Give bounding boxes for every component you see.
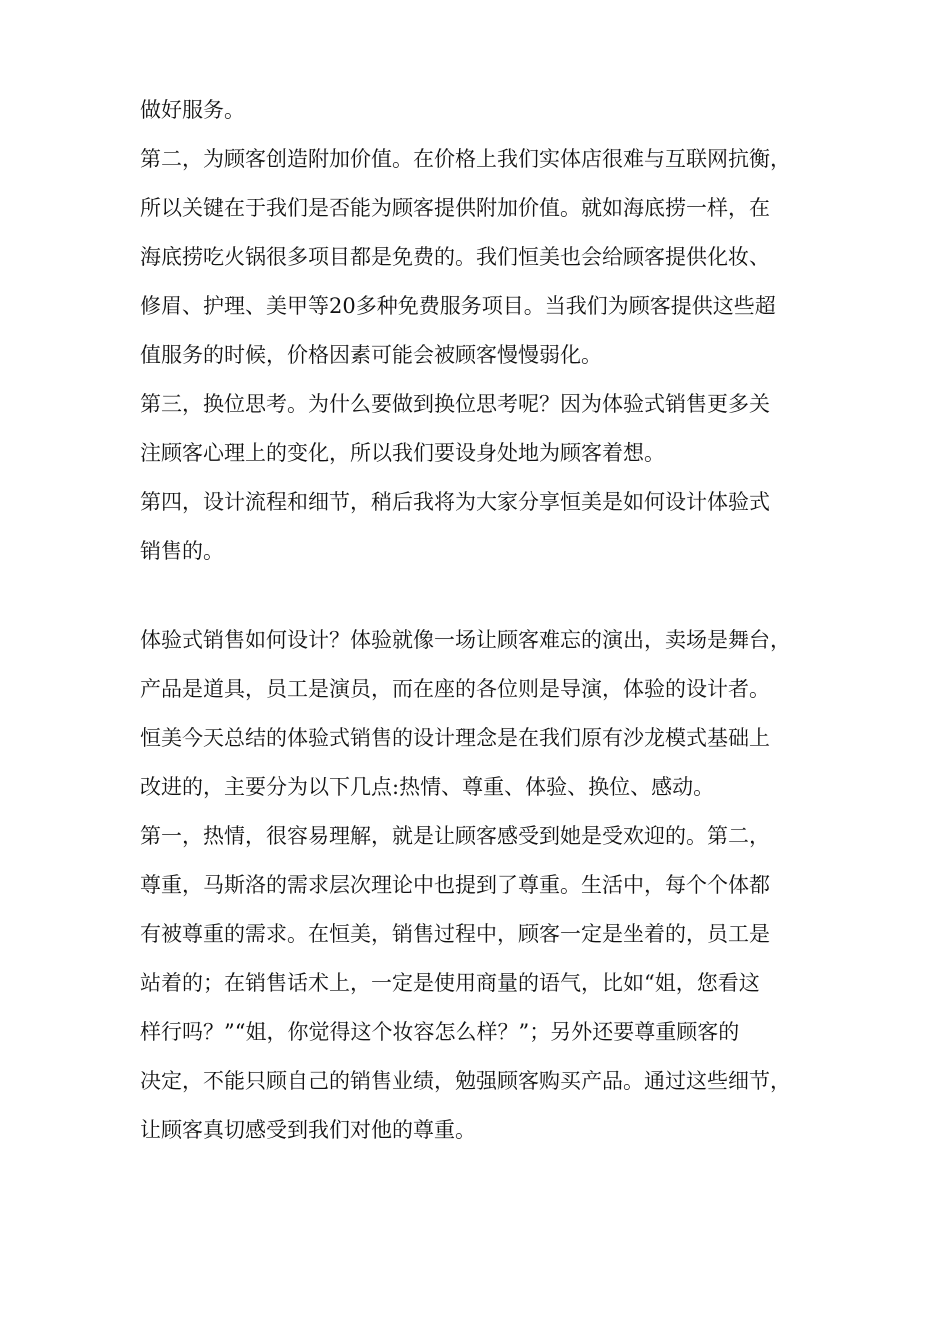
text-line: 产品是道具，员工是演员，而在座的各位则是导演，体验的设计者。 <box>140 677 770 701</box>
text-line: 改进的，主要分为以下几点:热情、尊重、体验、换位、感动。 <box>140 775 715 799</box>
text-line: 第三，换位思考。为什么要做到换位思考呢？因为体验式销售更多关 <box>140 392 770 416</box>
text-line: 值服务的时候，价格因素可能会被顾客慢慢弱化。 <box>140 343 602 367</box>
text-block-2 <box>140 616 820 1155</box>
text-line: 尊重，马斯洛的需求层次理论中也提到了尊重。生活中，每个个体都 <box>140 873 770 897</box>
text-line: 注顾客心理上的变化，所以我们要设身处地为顾客着想。 <box>140 441 665 465</box>
text-line: 所以关键在于我们是否能为顾客提供附加价值。就如海底捞一样，在 <box>140 196 770 220</box>
text-line: 做好服务。 <box>140 98 245 122</box>
text-line: 销售的。 <box>140 539 224 563</box>
text-line: 有被尊重的需求。在恒美，销售过程中，顾客一定是坐着的，员工是 <box>140 922 770 946</box>
text-line: 让顾客真切感受到我们对他的尊重。 <box>140 1118 476 1142</box>
text-line: 恒美今天总结的体验式销售的设计理念是在我们原有沙龙模式基础上 <box>140 726 770 750</box>
text-line: 修眉、护理、美甲等20多种免费服务项目。当我们为顾客提供这些超 <box>140 294 776 318</box>
text-line: 样行吗？”“姐，你觉得这个妆容怎么样？”；另外还要尊重顾客的 <box>140 1020 740 1044</box>
text-line: 站着的；在销售话术上，一定是使用商量的语气，比如“姐，您看这 <box>140 971 760 995</box>
text-line: 海底捞吃火锅很多项目都是免费的。我们恒美也会给顾客提供化妆、 <box>140 245 770 269</box>
text-line: 体验式销售如何设计？体验就像一场让顾客难忘的演出，卖场是舞台， <box>140 628 791 652</box>
text-line: 第一，热情，很容易理解，就是让顾客感受到她是受欢迎的。第二， <box>140 824 770 848</box>
text-line: 第四，设计流程和细节，稍后我将为大家分享恒美是如何设计体验式 <box>140 490 770 514</box>
text-line: 决定，不能只顾自己的销售业绩，勉强顾客购买产品。通过这些细节， <box>140 1069 791 1093</box>
text-block-1 <box>140 86 820 576</box>
text-line: 第二，为顾客创造附加价值。在价格上我们实体店很难与互联网抗衡， <box>140 147 791 171</box>
